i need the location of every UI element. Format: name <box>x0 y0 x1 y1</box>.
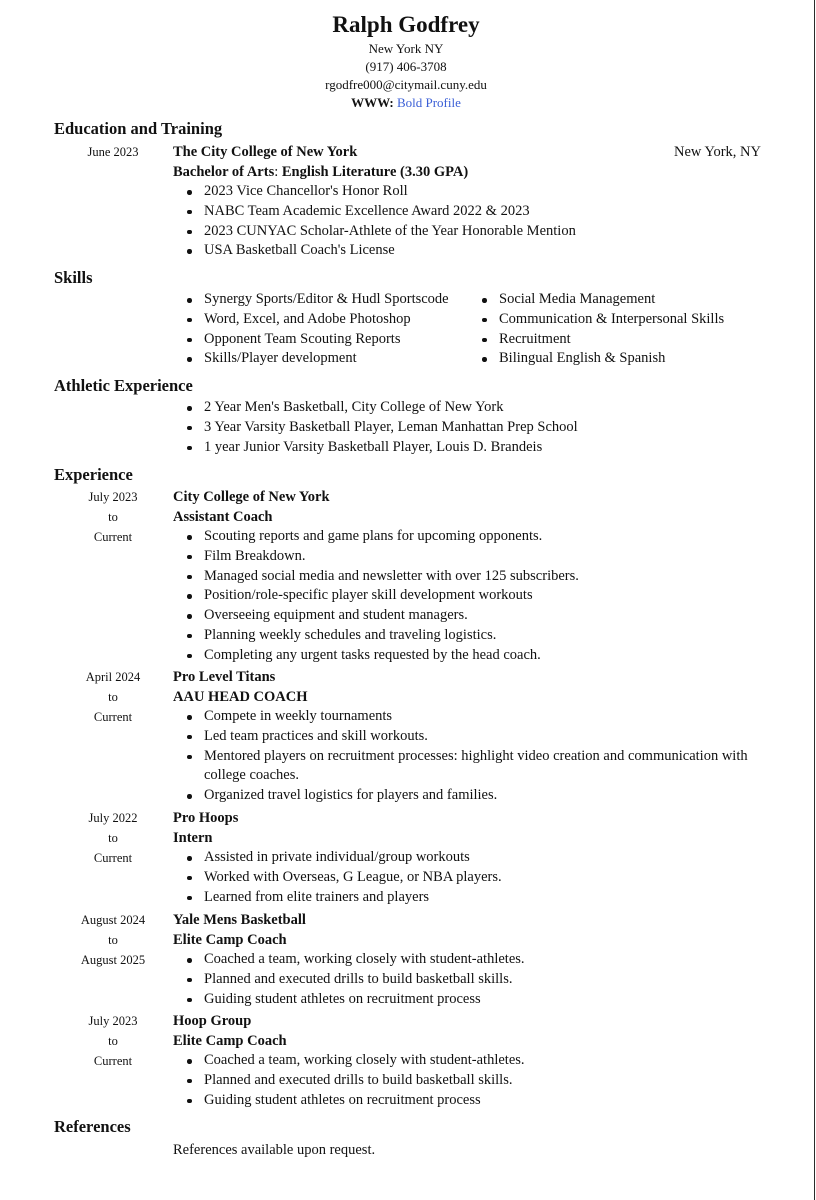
job-organization: City College of New York <box>173 489 330 505</box>
job-dates <box>72 808 154 868</box>
list-item: Completing any urgent tasks requested by the head coach. <box>173 646 773 666</box>
job-bullets <box>173 527 773 666</box>
section-education-title: Education and Training <box>54 119 223 138</box>
job-title: AAU HEAD COACH <box>173 689 308 705</box>
job-organization: Yale Mens Basketball <box>173 912 306 928</box>
school-name: The City College of New York <box>173 144 358 160</box>
list-item: Word, Excel, and Adobe Photoshop <box>173 310 468 330</box>
job-end-date: August 2025 <box>80 953 146 967</box>
list-item: Mentored players on recruitment processes: highlight video creation and communication with college coaches. <box>173 747 773 787</box>
job-date-to: to <box>108 933 118 947</box>
resume-header <box>0 0 812 112</box>
job-organization: Hoop Group <box>173 1013 252 1029</box>
job-title: Intern <box>173 830 213 846</box>
list-item: 2023 Vice Chancellor's Honor Roll <box>173 182 761 202</box>
list-item: Compete in weekly tournaments <box>173 707 773 727</box>
education-date-text: June 2023 <box>87 145 139 159</box>
job-dates <box>72 667 154 727</box>
job-start-date: August 2024 <box>80 913 146 927</box>
list-item: Scouting reports and game plans for upcoming opponents. <box>173 527 773 547</box>
list-item: Planning weekly schedules and traveling logistics. <box>173 626 773 646</box>
job-entry <box>173 910 773 1009</box>
job-bullets <box>173 950 773 1009</box>
list-item: Communication & Interpersonal Skills <box>468 310 724 330</box>
job-title: Elite Camp Coach <box>173 932 287 948</box>
list-item: Worked with Overseas, G League, or NBA players. <box>173 868 773 888</box>
list-item: USA Basketball Coach's License <box>173 241 761 261</box>
job-bullets <box>173 707 773 806</box>
list-item: 2023 CUNYAC Scholar-Athlete of the Year Honorable Mention <box>173 222 761 242</box>
job-entry <box>173 667 773 806</box>
list-item: Recruitment <box>468 330 724 350</box>
education-bullets <box>173 182 761 261</box>
contact-www <box>0 94 812 112</box>
education-block <box>173 142 761 261</box>
list-item: Social Media Management <box>468 290 724 310</box>
list-item: Position/role-specific player skill development workouts <box>173 586 773 606</box>
list-item: Overseeing equipment and student managers. <box>173 606 773 626</box>
list-item: Skills/Player development <box>173 349 468 369</box>
contact-phone: (917) 406-3708 <box>365 59 447 74</box>
section-athletic-title: Athletic Experience <box>54 376 193 395</box>
contact-location: New York NY <box>368 41 444 56</box>
list-item: NABC Team Academic Excellence Award 2022 & 2023 <box>173 202 761 222</box>
profile-link[interactable]: Bold Profile <box>396 95 461 110</box>
job-dates <box>72 910 154 970</box>
list-item: Guiding student athletes on recruitment process <box>173 990 773 1010</box>
list-item: Learned from elite trainers and players <box>173 888 773 908</box>
athletic-bullets <box>173 398 773 457</box>
job-title: Elite Camp Coach <box>173 1033 287 1049</box>
job-end-date: Current <box>93 710 133 724</box>
job-bullets <box>173 1051 773 1110</box>
www-label: WWW: <box>351 95 394 110</box>
list-item: 3 Year Varsity Basketball Player, Leman Manhattan Prep School <box>173 418 773 438</box>
job-dates <box>72 487 154 547</box>
job-dates <box>72 1011 154 1071</box>
degree-field: English Literature (3.30 GPA) <box>281 164 469 180</box>
degree-separator: : <box>274 164 282 180</box>
contact-email: rgodfre000@citymail.cuny.edu <box>325 77 487 92</box>
list-item: Opponent Team Scouting Reports <box>173 330 468 350</box>
list-item: Coached a team, working closely with student-athletes. <box>173 1051 773 1071</box>
section-skills-title: Skills <box>54 268 93 287</box>
list-item: 2 Year Men's Basketball, City College of New York <box>173 398 773 418</box>
list-item: Bilingual English & Spanish <box>468 349 724 369</box>
job-organization: Pro Hoops <box>173 810 239 826</box>
job-bullets <box>173 848 773 907</box>
job-entry <box>173 1011 773 1110</box>
education-degree <box>173 162 761 182</box>
job-organization: Pro Level Titans <box>173 669 276 685</box>
section-experience-title: Experience <box>54 465 133 484</box>
job-date-to: to <box>108 1034 118 1048</box>
job-entry <box>173 808 773 907</box>
list-item: 1 year Junior Varsity Basketball Player, Louis D. Brandeis <box>173 438 773 458</box>
job-title: Assistant Coach <box>173 509 273 525</box>
skills-left-list <box>173 290 468 369</box>
job-date-to: to <box>108 831 118 845</box>
job-start-date: July 2023 <box>88 1014 138 1028</box>
job-start-date: July 2023 <box>88 490 138 504</box>
job-date-to: to <box>108 510 118 524</box>
job-start-date: April 2024 <box>85 670 141 684</box>
list-item: Guiding student athletes on recruitment process <box>173 1091 773 1111</box>
references-text: References available upon request. <box>173 1142 376 1158</box>
list-item: Assisted in private individual/group workouts <box>173 848 773 868</box>
job-start-date: July 2022 <box>88 811 138 825</box>
job-entry <box>173 487 773 666</box>
skills-right-list <box>468 290 724 369</box>
list-item: Organized travel logistics for players and families. <box>173 786 773 806</box>
skills-grid <box>173 290 773 369</box>
job-end-date: Current <box>93 530 133 544</box>
candidate-name: Ralph Godfrey <box>332 12 480 37</box>
list-item: Coached a team, working closely with student-athletes. <box>173 950 773 970</box>
athletic-block <box>173 398 773 457</box>
list-item: Managed social media and newsletter with over 125 subscribers. <box>173 567 773 587</box>
education-date <box>72 142 154 162</box>
section-references-title: References <box>54 1117 131 1136</box>
job-end-date: Current <box>93 851 133 865</box>
degree-type: Bachelor of Arts <box>173 164 275 180</box>
list-item: Planned and executed drills to build basketball skills. <box>173 1071 773 1091</box>
school-location: New York, NY <box>673 144 761 160</box>
list-item: Film Breakdown. <box>173 547 773 567</box>
list-item: Led team practices and skill workouts. <box>173 727 773 747</box>
job-end-date: Current <box>93 1054 133 1068</box>
list-item: Planned and executed drills to build basketball skills. <box>173 970 773 990</box>
page-edge-divider <box>814 0 815 1200</box>
list-item: Synergy Sports/Editor & Hudl Sportscode <box>173 290 468 310</box>
education-school <box>173 142 761 162</box>
job-date-to: to <box>108 690 118 704</box>
